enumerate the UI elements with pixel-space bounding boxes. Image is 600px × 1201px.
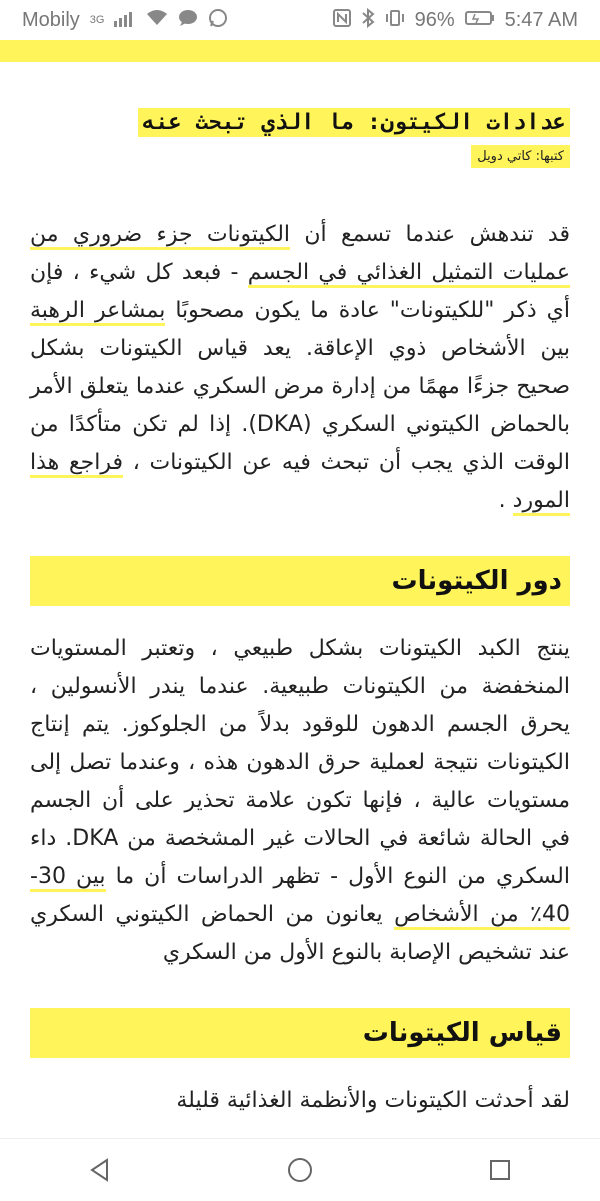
article-title: عدادات الكيتون: ما الذي تبحث عنه xyxy=(138,108,570,137)
clock-time: 5:47 AM xyxy=(504,8,578,31)
carrier-name: Mobily xyxy=(22,8,80,31)
section-measuring-ketones-heading: قياس الكيتونات xyxy=(30,1008,570,1058)
ketones-necessary-link[interactable]: الكيتونات جزء ضروري من عمليات التمثيل الغذائي في الجسم xyxy=(30,222,570,288)
section1-text-2: يعانون من الحماض الكيتوني السكري عند تشخيص الإصابة بالنوع الأول من السكري xyxy=(30,902,570,965)
intro-text-1: قد تندهش عندما تسمع أن xyxy=(290,222,570,247)
byline-wrap xyxy=(30,145,570,168)
review-resource-link[interactable]: فراجع هذا المورد xyxy=(30,450,570,516)
header-band xyxy=(0,40,600,62)
status-bar xyxy=(0,0,600,40)
home-button[interactable] xyxy=(280,1150,320,1190)
status-left xyxy=(22,8,228,33)
intro-text-2: - فبعد كل شيء ، فإن أي ذكر "للكيتونات" عادة ما يكون مصحوبًا xyxy=(30,260,570,323)
navigation-bar xyxy=(0,1138,600,1201)
vibrate-icon xyxy=(385,9,405,32)
section-measuring-paragraph xyxy=(30,1082,570,1120)
intro-text-3: بين الأشخاص ذوي الإعاقة. يعد قياس الكيتونات بشكل صحيح جزءًا مهمًا من إدارة مرض السكري عندما يتعلق الأمر بالحماض الكيتوني السكري (DKA). إذا لم تكن متأكدًا من الوقت الذي يجب أن تبحث فيه عن الكيتونات ، xyxy=(30,336,570,475)
article-content[interactable] xyxy=(0,62,600,1138)
recents-square-icon xyxy=(488,1158,512,1182)
section-role-paragraph xyxy=(30,630,570,972)
network-type-icon: 3G xyxy=(89,14,105,26)
back-button[interactable] xyxy=(80,1150,120,1190)
back-triangle-icon xyxy=(87,1157,113,1183)
whatsapp-icon xyxy=(208,8,228,33)
intro-paragraph xyxy=(30,216,570,520)
battery-charging-icon xyxy=(465,10,495,31)
battery-percent: 96% xyxy=(414,8,455,31)
nfc-icon xyxy=(333,9,351,32)
studies-percentage-link[interactable]: بين 30-40٪ من الأشخاص xyxy=(30,864,570,930)
signal-icon xyxy=(114,9,136,32)
title-wrap xyxy=(30,110,570,135)
wifi-icon xyxy=(146,9,168,32)
article xyxy=(0,110,600,1120)
home-circle-icon xyxy=(286,1156,314,1184)
article-byline: كتبها: كاتي دويل xyxy=(471,145,570,168)
section1-text-1: ينتج الكبد الكيتونات بشكل طبيعي ، وتعتبر المستويات المنخفضة من الكيتونات طبيعية. عندما يندر الأنسولين ، يحرق الجسم الدهون للوقود بدلاً من الجلوكوز. يتم إنتاج الكيتونات نتيجة لعملية حرق الدهون هذه ، وعندما تصل إلى مستويات عالية ، فإنها تكون علامة تحذير على أن الجسم في الحالة شائعة في الحالات غير المشخصة من DKA. داء السكري من النوع الأول - تظهر الدراسات أن ما xyxy=(30,636,570,889)
intro-text-4: . xyxy=(498,488,513,513)
section2-text: لقد أحدثت الكيتونات والأنظمة الغذائية قليلة xyxy=(176,1088,570,1113)
section-role-of-ketones-heading: دور الكيتونات xyxy=(30,556,570,606)
chat-icon xyxy=(178,9,198,32)
status-right xyxy=(333,8,578,33)
feelings-of-dread-link[interactable]: بمشاعر الرهبة xyxy=(30,298,165,326)
bluetooth-icon xyxy=(361,8,375,33)
recents-button[interactable] xyxy=(480,1150,520,1190)
